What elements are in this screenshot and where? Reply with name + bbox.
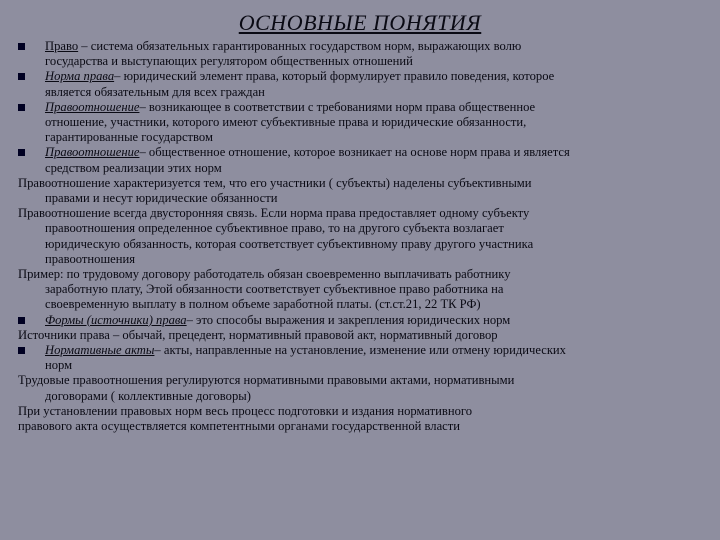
definition-pravootnoshenie: – возникающее в соответствии с требованиями норм права общественное: [139, 99, 536, 114]
continuation-line: средством реализации этих норм: [45, 160, 222, 175]
continuation-line: является обязательным для всех граждан: [45, 84, 265, 99]
paragraph-line: правоотношения определенное субъективное право, то на другого субъекта возлагает: [45, 221, 504, 236]
definition-normativnye-akty: – акты, направленные на установление, изменение или отмену юридических: [154, 343, 566, 358]
paragraph-line: заработную плату, Этой обязанности соответствует субъективное право работника на: [45, 282, 504, 297]
term-pravootnoshenie: Правоотношение: [45, 145, 140, 160]
square-bullet-icon: [18, 317, 25, 324]
paragraph-line: правового акта осуществляется компетентными органами государственной власти: [18, 419, 460, 434]
paragraph-line: своевременную выплату в полном объеме заработной платы. (ст.ст.21, 22 ТК РФ): [45, 297, 481, 312]
term-normativnye-akty: Нормативные акты: [45, 343, 155, 358]
square-bullet-icon: [18, 149, 25, 156]
paragraph-line: Правоотношение всегда двусторонняя связь. Если норма права предоставляет одному субъекту: [18, 206, 530, 221]
term-pravo: Право: [45, 39, 79, 53]
paragraph-line: юридическую обязанность, которая соответствует субъективному праву другого участника: [45, 236, 534, 251]
paragraph-line: правоотношения: [45, 251, 136, 266]
square-bullet-icon: [18, 347, 25, 354]
continuation-line: норм: [45, 358, 73, 373]
bullet-line-pravootnoshenie-1: [18, 100, 706, 115]
paragraph-line: Источники права – обычай, прецедент, нормативный правовой акт, нормативный договор: [18, 327, 498, 342]
square-bullet-icon: [18, 73, 25, 80]
bullet-line-formy-prava: [18, 313, 706, 328]
term-pravootnoshenie: Правоотношение: [45, 99, 140, 114]
paragraph-line: Правоотношение характеризуется тем, что его участники ( субъекты) наделены субъективными: [18, 175, 532, 190]
term-norma-prava: Норма права: [45, 69, 115, 84]
paragraph-line: договорами ( коллективные договоры): [45, 388, 251, 403]
definition-pravo: – система обязательных гарантированных государством норм, выражающих волю: [78, 39, 522, 53]
term-formy-prava: Формы (источники) права: [45, 312, 187, 327]
paragraph-line: При установлении правовых норм весь процесс подготовки и издания нормативного: [18, 403, 473, 418]
slide-title: ОСНОВНЫЕ ПОНЯТИЯ: [238, 10, 482, 35]
paragraph-line: правами и несут юридические обязанности: [45, 191, 278, 206]
definition-norma-prava: – юридический элемент права, который формулирует правило поведения, которое: [114, 69, 555, 84]
paragraph-line: Пример: по трудовому договору работодатель обязан своевременно выплачивать работнику: [18, 267, 511, 282]
continuation-line: государства и выступающих регулятором общественных отношений: [45, 54, 413, 69]
continuation-line: отношение, участники, которого имеют субъективные права и юридические обязанности,: [45, 115, 527, 130]
paragraph-line: Трудовые правоотношения регулируются нормативными правовыми актами, нормативными: [18, 373, 515, 388]
bullet-line-norma-prava: [18, 69, 706, 84]
square-bullet-icon: [18, 104, 25, 111]
definition-formy-prava: – это способы выражения и закрепления юридических норм: [186, 312, 511, 327]
definition-pravootnoshenie: – общественное отношение, которое возникает на основе норм права и является: [139, 145, 570, 160]
bullet-line-pravootnoshenie-2: [18, 145, 706, 160]
slide-content: [18, 39, 706, 434]
continuation-line: гарантированные государством: [45, 130, 213, 145]
bullet-line-normativnye-akty: [18, 343, 706, 358]
bullet-line-pravo: [18, 39, 706, 54]
square-bullet-icon: [18, 43, 25, 50]
